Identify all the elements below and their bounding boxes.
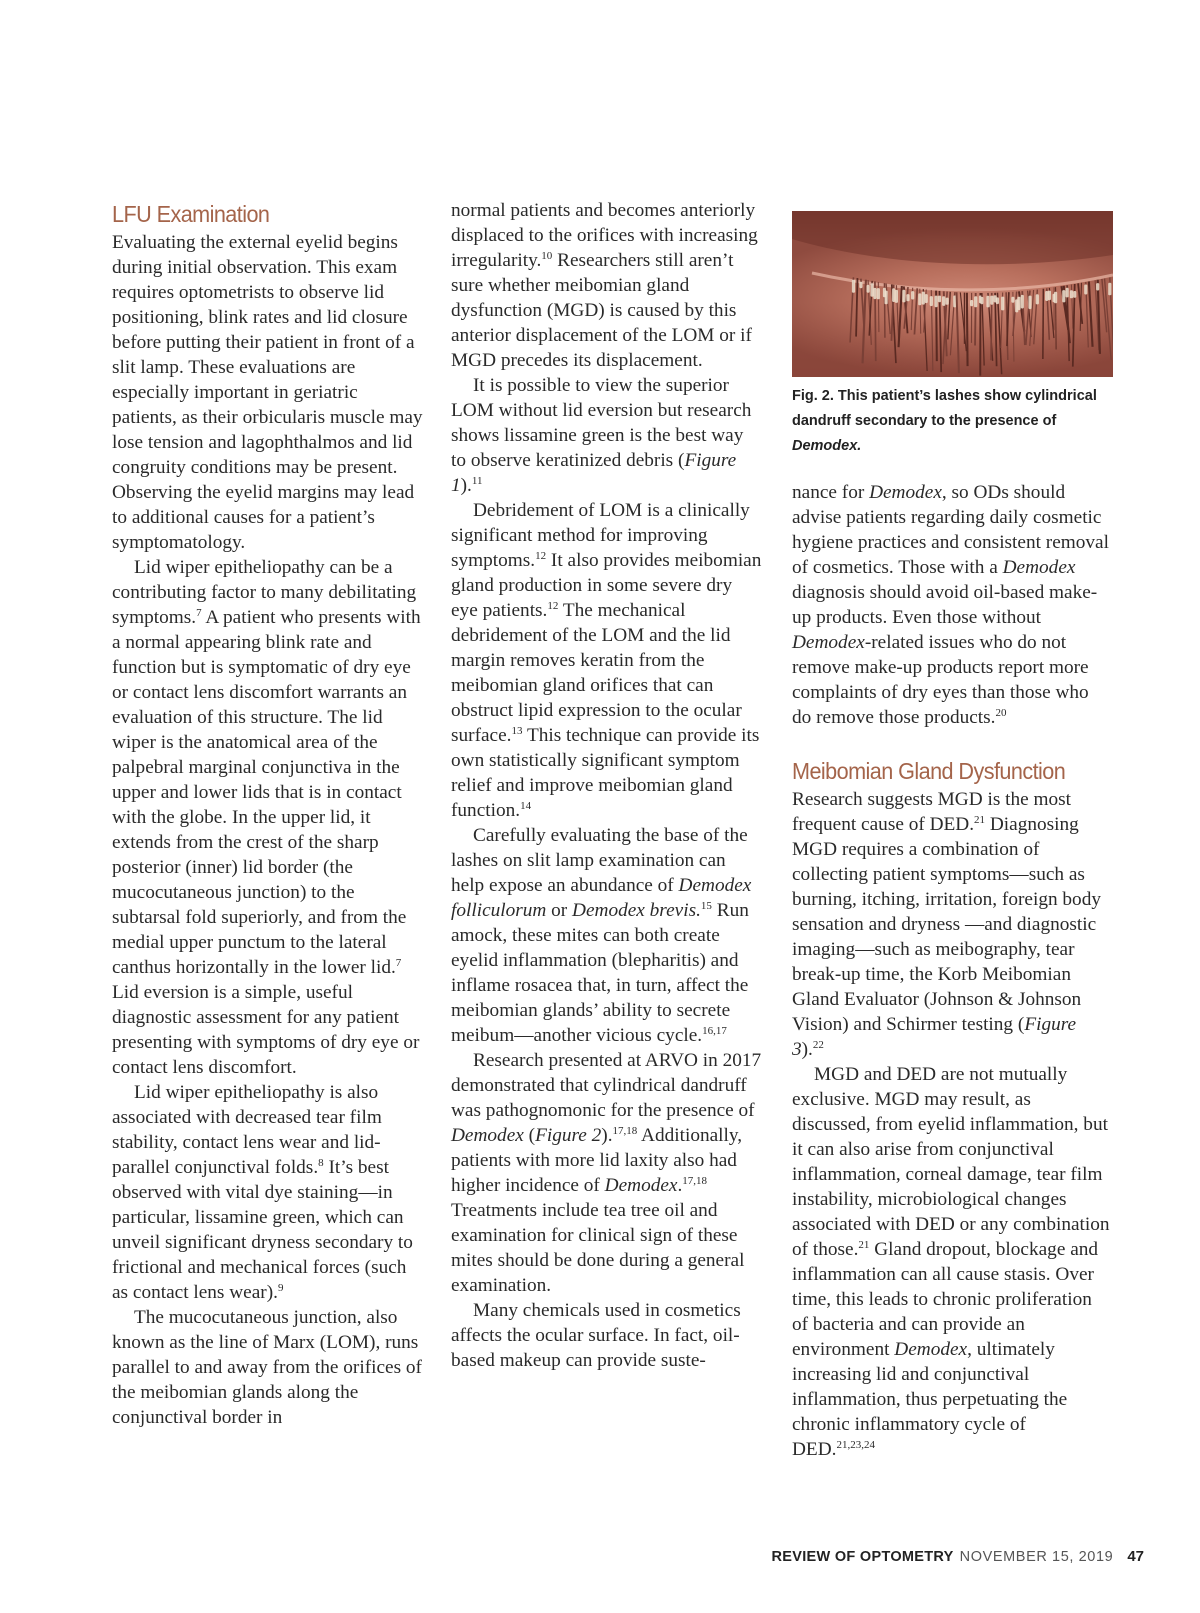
paragraph-text: This technique can provide its own statistically significant symptom relief and improve meibomian gland function. — [451, 725, 760, 821]
cylindrical-dandruff — [925, 294, 928, 303]
reference-number: 13 — [511, 725, 523, 737]
paragraph-text: nance for — [792, 482, 870, 503]
magazine-name: REVIEW OF OPTOMETRY — [771, 1549, 954, 1565]
eyelash — [939, 291, 941, 372]
cylindrical-dandruff — [1066, 288, 1069, 298]
reference-number: 17,18 — [612, 1125, 638, 1137]
cylindrical-dandruff — [895, 290, 898, 303]
eyelid-shadow — [792, 211, 1113, 264]
paragraph-text: , ultimately increasing lid and conjunctival inflammation, thus perpetuating the chronic inflammatory cycle of DED. — [792, 1339, 1068, 1460]
cylindrical-dandruff — [935, 296, 938, 308]
figure-reference: Figure 3 — [792, 1014, 1077, 1060]
eyelash — [856, 278, 857, 336]
paragraph — [451, 373, 763, 498]
cylindrical-dandruff — [990, 296, 993, 305]
paragraph — [792, 480, 1110, 730]
column-3 — [792, 480, 1110, 1462]
cylindrical-dandruff — [1011, 297, 1014, 303]
paragraph-text: It is possible to view the superior LOM without lid eversion but research shows lissamine green is the best way to observe keratinized debris ( — [451, 375, 752, 471]
cylindrical-dandruff — [946, 298, 949, 305]
paragraph-text: Many chemicals used in cosmetics affects the ocular surface. In fact, oil-based makeup can provide suste- — [451, 1300, 741, 1371]
reference-number: 15 — [700, 900, 712, 912]
reference-number: 22 — [812, 1039, 824, 1051]
cylindrical-dandruff — [1048, 291, 1051, 301]
column-2 — [451, 198, 763, 1373]
cylindrical-dandruff — [1036, 294, 1039, 304]
paragraph-text: Additionally, patients with more lid laxity also had higher incidence of — [451, 1125, 743, 1196]
eyelash — [1043, 289, 1044, 359]
paragraph-text: The mucocutaneous junction, also known as the line of Marx (LOM), runs parallel to and away from the orifices of the meibomian glands along the conjunctival border in — [112, 1307, 422, 1428]
cylindrical-dandruff — [871, 283, 874, 296]
paragraph — [451, 823, 763, 1048]
cylindrical-dandruff — [1028, 296, 1031, 310]
species-name: Demodex folliculorum — [451, 875, 752, 921]
cylindrical-dandruff — [852, 280, 855, 293]
figure-2-caption — [792, 384, 1110, 459]
paragraph-text: Gland dropout, blockage and inflammation can all cause stasis. Over time, this leads to chronic proliferation of bacteria and can provide an environment — [792, 1239, 1099, 1360]
paragraph — [451, 1048, 763, 1298]
paragraph-text: The mechanical debridement of the LOM and the lid margin removes keratin from the meibomian gland orifices that can obstruct lipid expression to the ocular surface. — [451, 600, 742, 746]
cylindrical-dandruff — [1073, 291, 1076, 298]
species-name: Demodex — [869, 482, 942, 503]
cylindrical-dandruff — [1054, 292, 1057, 304]
eyelash — [1007, 292, 1009, 346]
eyelash-illustration — [792, 211, 1113, 377]
reference-number: 17,18 — [682, 1175, 708, 1187]
paragraph-text: Lid wiper epitheliopathy can be a contributing factor to many debilitating symptoms. — [112, 557, 417, 628]
paragraph-text: ( — [523, 1125, 536, 1146]
eyelash — [957, 292, 959, 373]
reference-number: 7 — [395, 957, 402, 969]
page-footer — [772, 1548, 1145, 1565]
issue-date: NOVEMBER 15, 2019 — [959, 1549, 1114, 1565]
paragraph — [792, 787, 1110, 1062]
reference-number: 14 — [520, 800, 532, 812]
paragraph-text: , so ODs should advise patients regarding daily cosmetic hygiene practices and consistent removal of cosmetics. Those with a — [792, 482, 1109, 578]
species-name: Demodex — [1002, 557, 1076, 578]
paragraph-text: ). — [460, 475, 472, 496]
eyelash — [899, 286, 902, 347]
cylindrical-dandruff — [918, 293, 921, 305]
reference-number: 10 — [541, 250, 553, 262]
eyelash — [1089, 281, 1093, 346]
reference-number: 12 — [535, 550, 547, 562]
paragraph-text: MGD and DED are not mutually exclusive. MGD may result, as discussed, from eyelid inflammation, but it can also arise from conjunctival inflammation, corneal damage, tear film instability, microbiological changes associated with DED or any combination of those. — [792, 1064, 1110, 1260]
paragraph-text: Debridement of LOM is a clinically significant method for improving symptoms. — [451, 500, 750, 571]
species-name: Demodex — [604, 1175, 678, 1196]
paragraph-text: Lid eversion is a simple, useful diagnostic assessment for any patient presenting with symptoms of dry eye or contact lens discomfort. — [112, 982, 420, 1078]
eyelash — [914, 288, 917, 334]
cylindrical-dandruff — [877, 288, 880, 299]
eyelash — [1080, 283, 1081, 331]
caption-text: Fig. 2. This patient’s lashes show cylindrical dandruff secondary to the presence of — [792, 388, 1097, 429]
figure-2-eyelash-photo — [792, 211, 1113, 377]
section-heading-lfu-examination: LFU Examination — [112, 201, 270, 227]
cylindrical-dandruff — [1062, 290, 1065, 302]
reference-number: 21,23,24 — [836, 1439, 875, 1451]
cylindrical-dandruff — [1070, 290, 1073, 298]
paragraph-text: diagnosis should avoid oil-based make-up products. Even those without — [792, 582, 1098, 628]
paragraph-text: normal patients and becomes anteriorly displaced to the orifices with increasing irregularity. — [451, 200, 758, 271]
reference-number: 16,17 — [702, 1025, 727, 1037]
paragraph-text: Evaluating the external eyelid begins during initial observation. This exam requires optometrists to observe lid positioning, blink rates and lid closure before putting their patient in front of a slit lamp. These evaluations are especially important in geriatric patients, as their orbicularis muscle may lose tension and lagophthalmos and lid congruity conditions may be present. Observing the eyelid margins may lead to additional causes for a patient’s symptomatology. — [112, 232, 423, 553]
paragraph — [451, 1298, 763, 1373]
page-number: 47 — [1127, 1548, 1144, 1565]
figure-reference: Figure 2 — [535, 1125, 602, 1146]
paragraph-text: Lid wiper epitheliopathy is also associated with decreased tear film stability, contact lens wear and lid-parallel conjunctival folds. — [112, 1082, 382, 1178]
species-name: Demodex — [451, 1125, 524, 1146]
cylindrical-dandruff — [911, 291, 914, 299]
paragraph-text: Run amock, these mites can both create eyelid inflammation (blepharitis) and inflame rosacea that, in turn, affect the meibomian glands’ ability to secrete meibum—another vicious cycle. — [451, 900, 749, 1046]
cylindrical-dandruff — [938, 296, 941, 303]
cylindrical-dandruff — [980, 297, 983, 304]
species-name: Demodex — [894, 1339, 968, 1360]
paragraph-text: ). — [801, 1039, 813, 1060]
paragraph — [792, 1062, 1110, 1462]
cylindrical-dandruff — [906, 294, 909, 301]
cylindrical-dandruff — [974, 296, 977, 307]
reference-number: 11 — [471, 475, 483, 487]
cylindrical-dandruff — [1084, 285, 1087, 295]
reference-number: 21 — [974, 814, 986, 826]
paragraph — [112, 555, 424, 1080]
figure-reference: Figure 1 — [451, 450, 737, 496]
cylindrical-dandruff — [885, 291, 888, 305]
paragraph-text: Researchers still aren’t sure whether meibomian gland dysfunction (MGD) is caused by this anterior displacement of the LOM or if MGD precedes its displacement. — [451, 250, 752, 371]
paragraph-text: It’s best observed with vital dye staining—in particular, lissamine green, which can unveil significant dryness secondary to frictional and mechanical forces (such as contact lens wear). — [112, 1157, 413, 1303]
cylindrical-dandruff — [1021, 295, 1024, 309]
cylindrical-dandruff — [930, 296, 933, 306]
paragraph-text: ). — [601, 1125, 613, 1146]
paragraph-text: Treatments include tea tree oil and examination for clinical sign of these mites should be done during a general examination. — [451, 1200, 745, 1296]
paragraph-text: -related issues who do not remove make-up products report more complaints of dry eyes than those who do remove those products. — [792, 632, 1089, 728]
paragraph — [112, 1080, 424, 1305]
eyelash — [1102, 279, 1107, 332]
cylindrical-dandruff — [970, 300, 973, 306]
reference-number: 21 — [858, 1239, 870, 1251]
paragraph — [451, 498, 763, 823]
reference-number: 8 — [318, 1157, 324, 1169]
eyelash — [960, 292, 966, 351]
section-heading-meibomian-gland-dysfunction: Meibomian Gland Dysfunction — [792, 758, 1066, 784]
paragraph-text: Diagnosing MGD requires a combination of collecting patient symptoms—such as burning, itching, irritation, foreign body sensation and dryness —and diagnostic imaging—such as meibography, tear break-up time, the Korb Meibomian Gland Evaluator (Johnson & Johnson Vision) and Schirmer testing ( — [792, 814, 1101, 1035]
cylindrical-dandruff — [986, 296, 989, 308]
caption-species-name: Demodex. — [792, 438, 862, 454]
cylindrical-dandruff — [1001, 297, 1004, 311]
cylindrical-dandruff — [996, 297, 999, 304]
cylindrical-dandruff — [1017, 297, 1020, 310]
cylindrical-dandruff — [1108, 283, 1111, 296]
paragraph-text: or — [546, 900, 573, 921]
paragraph-text: Research presented at ARVO in 2017 demonstrated that cylindrical dandruff was pathognomonic for the presence of — [451, 1050, 762, 1121]
reference-number: 20 — [995, 707, 1007, 719]
paragraph-text: Carefully evaluating the base of the lashes on slit lamp examination can help expose an abundance of — [451, 825, 748, 896]
paragraph-text: Research suggests MGD is the most frequent cause of DED. — [792, 789, 1072, 835]
paragraph — [112, 230, 424, 555]
species-name: Demodex — [792, 632, 865, 653]
cylindrical-dandruff — [1096, 283, 1099, 290]
paragraph-text: It also provides meibomian gland production in some severe dry eye patients. — [451, 550, 762, 621]
paragraph-text: . — [677, 1175, 683, 1196]
cylindrical-dandruff — [867, 285, 870, 293]
column-1 — [112, 198, 424, 1430]
cylindrical-dandruff — [942, 296, 945, 306]
paragraph — [112, 1305, 424, 1430]
cylindrical-dandruff — [873, 288, 876, 299]
reference-number: 7 — [196, 607, 202, 619]
cylindrical-dandruff — [902, 290, 905, 303]
eyelash — [967, 293, 968, 366]
reference-number: 12 — [547, 600, 559, 612]
cylindrical-dandruff — [922, 292, 925, 305]
reference-number: 9 — [277, 1282, 284, 1294]
species-name: Demodex brevis. — [572, 900, 701, 921]
paragraph — [451, 198, 763, 373]
cylindrical-dandruff — [859, 282, 862, 288]
paragraph-text: A patient who presents with a normal appearing blink rate and function but is symptomatic of dry eye or contact lens discomfort warrants an evaluation of this structure. The lid wiper is the anatomical area of the palpebral marginal conjunctiva in the upper and lower lids that is in contact with the globe. In the upper lid, it extends from the crest of the sharp posterior (inner) lid border (the mucocutaneous junction) to the subtarsal fold superiorly, and from the medial upper punctum to the lateral canthus horizontally in the lower lid. — [112, 607, 421, 978]
